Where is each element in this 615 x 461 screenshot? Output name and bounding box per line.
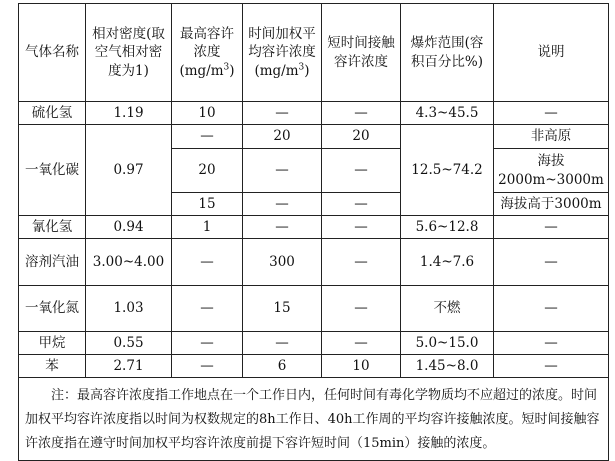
table-row-benzene <box>19 355 609 378</box>
remark-cell: — <box>494 332 609 355</box>
stel-cell: — <box>322 193 401 216</box>
density-cell: 0.55 <box>86 332 172 355</box>
twa-cell: — <box>243 332 322 355</box>
header-twa-unit-superscript: 3 <box>298 62 305 73</box>
table-row-solvent-gasoline <box>19 239 609 286</box>
header-stel: 短时间接触容许浓度 <box>322 4 401 102</box>
table-note-text: 注：最高容许浓度指工作地点在一个工作日内，任何时间有毒化学物质均不应超过的浓度。时间加权平均容许浓度指以时间为权数规定的8h工作日、40h工作周的平均容许接触浓度。短时间接触容许浓度指在遵守时间加权平均容许浓度前提下容许短时间（15min）接触的浓度。 <box>25 388 600 451</box>
stel-cell: 20 <box>322 125 401 149</box>
max-cell: 20 <box>172 149 243 193</box>
stel-cell: — <box>322 239 401 286</box>
gas-name-cell: 氰化氢 <box>19 216 86 239</box>
header-max-allowable-label: 最高容许浓度 <box>180 26 234 61</box>
max-cell: 15 <box>172 193 243 216</box>
twa-cell: — <box>243 193 322 216</box>
remark-cell: — <box>494 355 609 378</box>
twa-cell: — <box>243 102 322 125</box>
remark-cell: 海拔2000m~3000m <box>494 149 609 193</box>
stel-cell: — <box>322 149 401 193</box>
explosion-cell: 1.45~8.0 <box>401 355 494 378</box>
twa-cell: — <box>243 216 322 239</box>
remark-cell: 非高原 <box>494 125 609 149</box>
explosion-cell: 4.3~45.5 <box>401 102 494 125</box>
density-cell: 0.94 <box>86 216 172 239</box>
gas-name-cell: 溶剂汽油 <box>19 239 86 286</box>
remark-cell: — <box>494 216 609 239</box>
max-cell: — <box>172 286 243 332</box>
table-row-hydrogen-cyanide <box>19 216 609 239</box>
table-row-hydrogen-sulfide <box>19 102 609 125</box>
stel-cell: — <box>322 286 401 332</box>
gas-concentration-table <box>18 3 609 461</box>
remark-cell: — <box>494 102 609 125</box>
header-max-allowable-unit: mg/m <box>184 62 224 79</box>
header-gas-name: 气体名称 <box>19 4 86 102</box>
remark-cell: 海拔高于3000m <box>494 193 609 216</box>
table-note-cell <box>19 378 609 461</box>
max-cell: 10 <box>172 102 243 125</box>
twa-cell: 20 <box>243 125 322 149</box>
header-relative-density: 相对密度(取空气相对密度为1) <box>86 4 172 102</box>
density-cell: 2.71 <box>86 355 172 378</box>
explosion-cell: 不燃 <box>401 286 494 332</box>
remark-cell: — <box>494 239 609 286</box>
stel-cell: 10 <box>322 355 401 378</box>
header-max-allowable-unit-superscript: 3 <box>223 62 230 73</box>
stel-cell: — <box>322 332 401 355</box>
explosion-cell: 5.0~15.0 <box>401 332 494 355</box>
density-cell: 0.97 <box>86 125 172 216</box>
table-note-row <box>19 378 609 461</box>
density-cell: 3.00~4.00 <box>86 239 172 286</box>
gas-name-cell: 一氧化氮 <box>19 286 86 332</box>
explosion-cell: 1.4~7.6 <box>401 239 494 286</box>
max-cell: — <box>172 239 243 286</box>
max-cell: 1 <box>172 216 243 239</box>
max-cell: — <box>172 355 243 378</box>
gas-concentration-document <box>18 3 608 451</box>
header-twa-unit: mg/m <box>259 62 299 79</box>
twa-cell: 300 <box>243 239 322 286</box>
gas-name-cell: 一氧化碳 <box>19 125 86 216</box>
max-cell: — <box>172 332 243 355</box>
max-cell: — <box>172 125 243 149</box>
table-row-nitric-oxide <box>19 286 609 332</box>
header-twa: 时间加权平均容许浓度 $(mg/m^3)$ <box>243 4 322 102</box>
twa-cell: 6 <box>243 355 322 378</box>
twa-cell: 15 <box>243 286 322 332</box>
density-cell: 1.19 <box>86 102 172 125</box>
header-explosion-range: 爆炸范围(容积百分比%) <box>401 4 494 102</box>
stel-cell: — <box>322 102 401 125</box>
header-remarks: 说明 <box>494 4 609 102</box>
density-cell: 1.03 <box>86 286 172 332</box>
table-row-carbon-monoxide-1 <box>19 125 609 149</box>
stel-cell: — <box>322 216 401 239</box>
header-max-allowable: 最高容许浓度 $(mg/m^3)$ <box>172 4 243 102</box>
twa-cell: — <box>243 149 322 193</box>
gas-name-cell: 甲烷 <box>19 332 86 355</box>
table-header-row <box>19 4 609 102</box>
remark-cell: — <box>494 286 609 332</box>
table-row-methane <box>19 332 609 355</box>
gas-name-cell: 硫化氢 <box>19 102 86 125</box>
header-twa-label: 时间加权平均容许浓度 <box>248 26 316 61</box>
explosion-cell: 12.5~74.2 <box>401 125 494 216</box>
gas-name-cell: 苯 <box>19 355 86 378</box>
explosion-cell: 5.6~12.8 <box>401 216 494 239</box>
